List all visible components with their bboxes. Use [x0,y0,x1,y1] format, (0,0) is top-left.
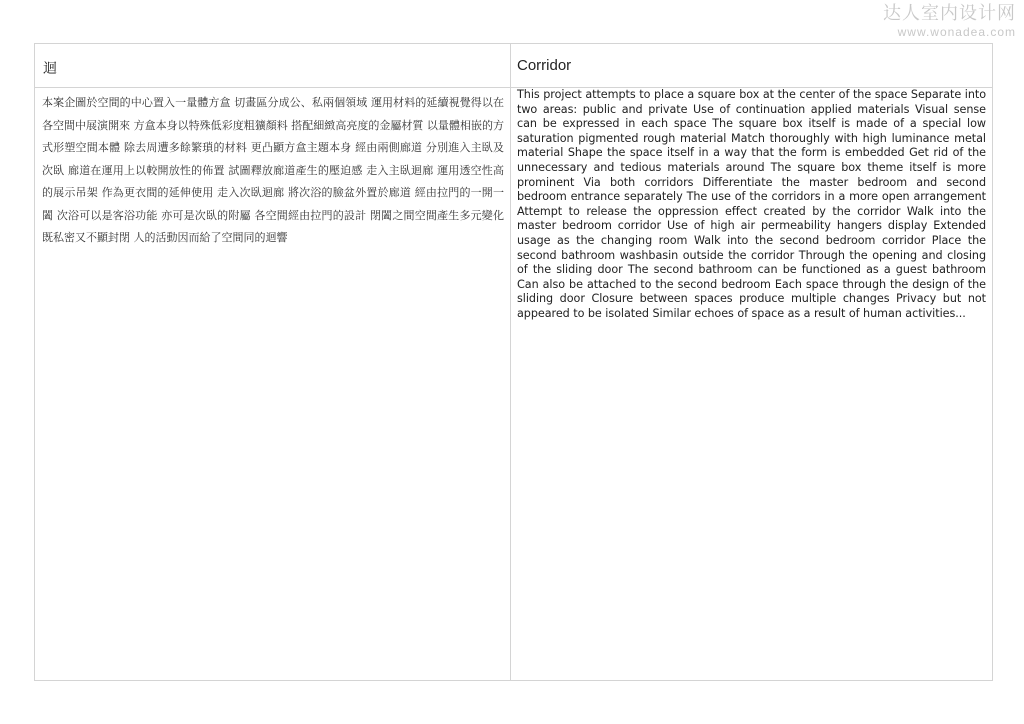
watermark [883,4,1016,39]
header-title-english: Corridor [517,57,572,74]
header-cell-chinese [35,44,511,88]
watermark-url: www.wonadea.com [897,24,1016,39]
body-cell-chinese [35,88,511,680]
header-title-chinese: 迴 [43,61,57,77]
bilingual-table [34,43,993,681]
body-cell-english [511,88,992,680]
header-cell-english [511,44,992,88]
watermark-site-name: 达人室内设计网 [883,3,1016,24]
body-text-chinese: 本案企圖於空間的中心置入一量體方盒 切畫區分成公、私兩個領域 運用材料的延續視覺得以在各空間中展演開來 方盒本身以特殊低彩度粗獷顏料 搭配細緻高亮度的金屬材質 以量體相嵌的方式形塑空間本體 除去周遭多餘繁瑣的材料 更凸顯方盒主題本身 經由兩側廊道 分別進入主臥及次臥 廊道在運用上以較開放性的佈置 試圖釋放廊道產生的壓迫感 走入主臥迴廊 運用透空性高的展示吊架 作為更衣間的延伸使用 走入次臥迴廊 將次浴的臉盆外置於廊道 經由拉門的一開一闔 次浴可以是客浴功能 亦可是次臥的附屬 各空間經由拉門的設計 閉闔之間空間產生多元變化 既私密又不顯封閉 人的活動因而給了空間同的迴響 [42,96,504,244]
body-text-english: This project attempts to place a square box at the center of the space Separate into two areas: public and private Use of continuation applied materials Visual sense can be expressed in each space The square box itself is made of a special low saturation pigmented rough material Match thoroughly with high luminance metal material Shape the space itself in a way that the form is embedded Get rid of the unnecessary and tedious materials around The square box theme itself is more prominent Via both corridors Differentiate the master bedroom and second bedroom entrance separately The use of the corridors in a more open arrangement Attempt to release the oppression effect created by the corridor Walk into the master bedroom corridor Use of high air permeability hangers display Extended usage as the changing room Walk into the second bedroom corridor Place the second bathroom washbasin outside the corridor Through the opening and closing of the sliding door The second bathroom can be functioned as a guest bathroom Can also be attached to the second bedroom Each space through the design of the sliding door Closure between spaces produce multiple changes Privacy but not appeared to be isolated Similar echoes of space as a result of human activities... [517,88,986,320]
